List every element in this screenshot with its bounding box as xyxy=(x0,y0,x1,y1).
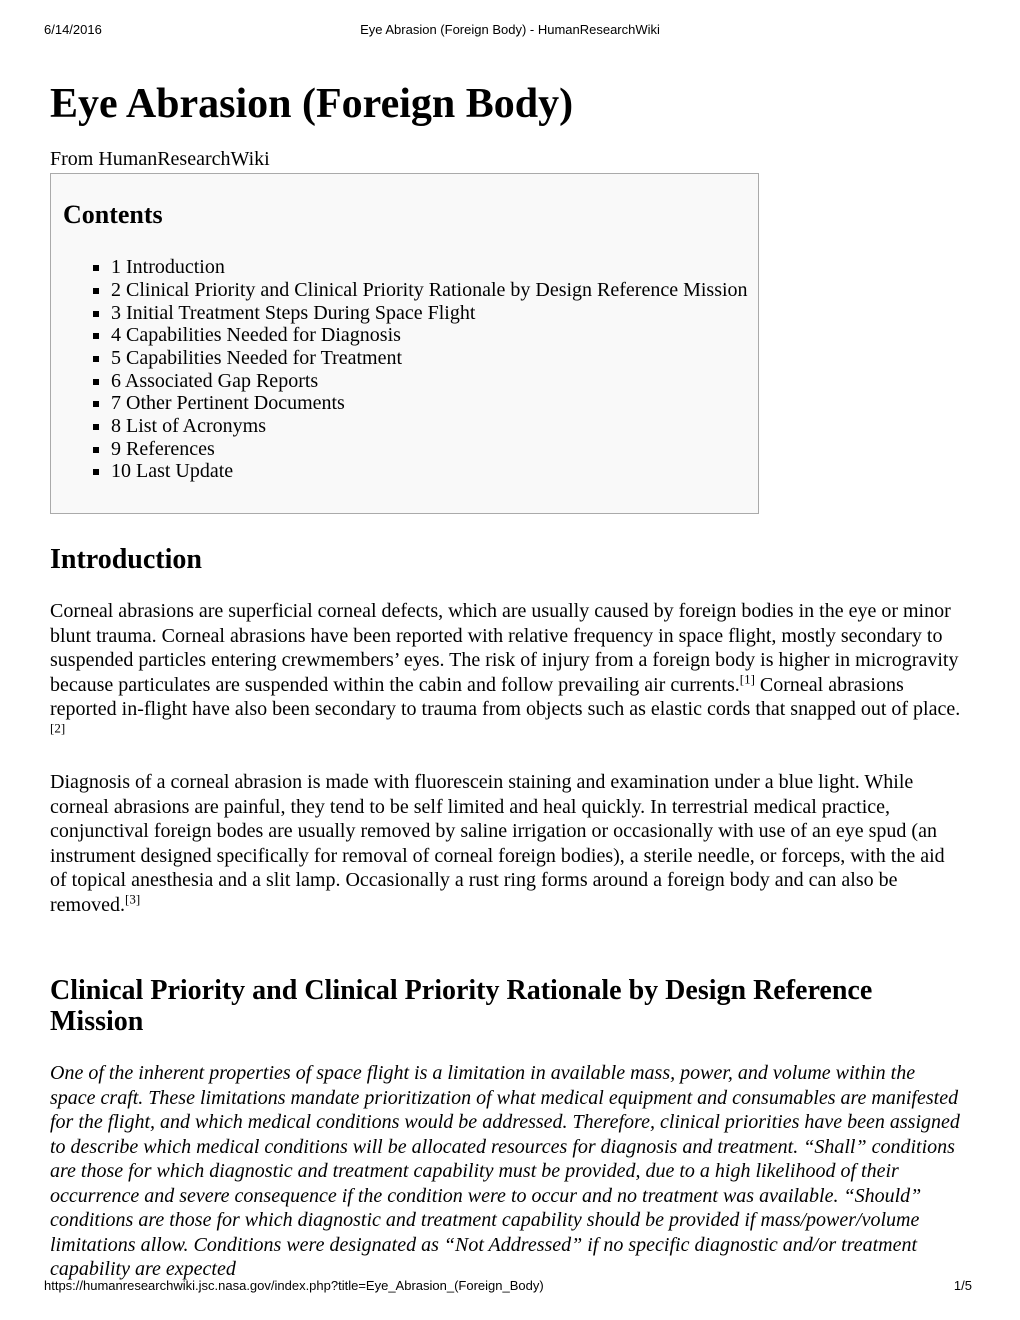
toc-item[interactable]: ▪ 2 Clinical Priority and Clinical Priority Rationale by Design Reference Mission xyxy=(111,279,748,302)
page-title: Eye Abrasion (Foreign Body) xyxy=(50,81,574,127)
paragraph xyxy=(50,599,965,746)
paragraph xyxy=(50,1061,965,1282)
paragraph-text: Diagnosis of a corneal abrasion is made with fluorescein staining and examination under a blue light. While corneal abrasions are painful, they tend to be self limited and heal quickly. In terrestrial medical practice, conjunctival foreign bodes are usually removed by saline irrigation or occasionally with use of an eye spud (an instrument designed specifically for removal of corneal foreign bodies), a sterile needle, or forceps, with the aid of topical anesthesia and a slit lamp. Occasionally a rust ring forms around a foreign body and can also be removed. xyxy=(50,771,945,916)
print-footer xyxy=(44,1278,972,1293)
toc-item[interactable]: ▪ 9 References xyxy=(111,438,748,461)
toc-item[interactable]: ▪ 10 Last Update xyxy=(111,460,748,483)
reference-link[interactable]: [1] xyxy=(739,670,755,686)
toc-title: Contents xyxy=(63,200,163,230)
section-heading: Clinical Priority and Clinical Priority Rationale by Design Reference Mission xyxy=(50,975,873,1038)
sections-container xyxy=(50,544,965,1282)
site-subtitle: From HumanResearchWiki xyxy=(50,148,270,171)
paragraph-text: Corneal abrasions reported in-flight have also been secondary to trauma from objects such as elastic cords that snapped out of place. xyxy=(50,673,961,721)
paragraph xyxy=(50,770,965,917)
table-of-contents xyxy=(50,173,759,514)
toc-list xyxy=(63,256,748,483)
reference-link[interactable]: [3] xyxy=(124,890,141,906)
print-header xyxy=(44,22,976,40)
toc-item[interactable]: ▪ 6 Associated Gap Reports xyxy=(111,370,748,393)
print-date: 6/14/2016 xyxy=(44,22,102,37)
print-url: https://humanresearchwiki.jsc.nasa.gov/index.php?title=Eye_Abrasion_(Foreign_Body) xyxy=(44,1278,544,1293)
article xyxy=(50,62,965,1282)
paragraph-text: Corneal abrasions are superficial corneal defects, which are usually caused by foreign bodies in the eye or minor blunt trauma. Corneal abrasions have been reported with relative frequency in space flight, mostly secondary to suspended particles entering crewmembers’ eyes. The risk of injury from a foreign body is higher in microgravity because particulates are suspended within the cabin and follow prevailing air currents. xyxy=(50,600,959,696)
toc-item[interactable]: ▪ 1 Introduction xyxy=(111,256,748,279)
print-document-title: Eye Abrasion (Foreign Body) - HumanResearchWiki xyxy=(360,22,660,37)
toc-item[interactable]: ▪ 4 Capabilities Needed for Diagnosis xyxy=(111,324,748,347)
paragraph-text: One of the inherent properties of space flight is a limitation in available mass, power, and volume within the space craft. These limitations mandate prioritization of what medical equipment and consumables are manifested for the flight, and which medical conditions would be addressed. Therefore, clinical priorities have been assigned to describe which medical conditions will be allocated resources for diagnosis and treatment. “Shall” conditions are those for which diagnostic and treatment capability must be provided, due to a high likelihood of their occurrence and severe consequence if the condition were to occur and no treatment was available. “Should” conditions are those for which diagnostic and treatment capability should be provided if mass/power/volume limitations allow. Conditions were designated as “Not Addressed” if no specific diagnostic and/or treatment capability are expected xyxy=(50,1062,960,1281)
section-heading: Introduction xyxy=(50,544,202,576)
reference-link[interactable]: [2] xyxy=(50,719,66,735)
toc-item[interactable]: ▪ 3 Initial Treatment Steps During Space Flight xyxy=(111,302,748,325)
toc-item[interactable]: ▪ 8 List of Acronyms xyxy=(111,415,748,438)
print-page-number: 1/5 xyxy=(953,1278,972,1293)
toc-item[interactable]: ▪ 5 Capabilities Needed for Treatment xyxy=(111,347,748,370)
toc-item[interactable]: ▪ 7 Other Pertinent Documents xyxy=(111,392,748,415)
